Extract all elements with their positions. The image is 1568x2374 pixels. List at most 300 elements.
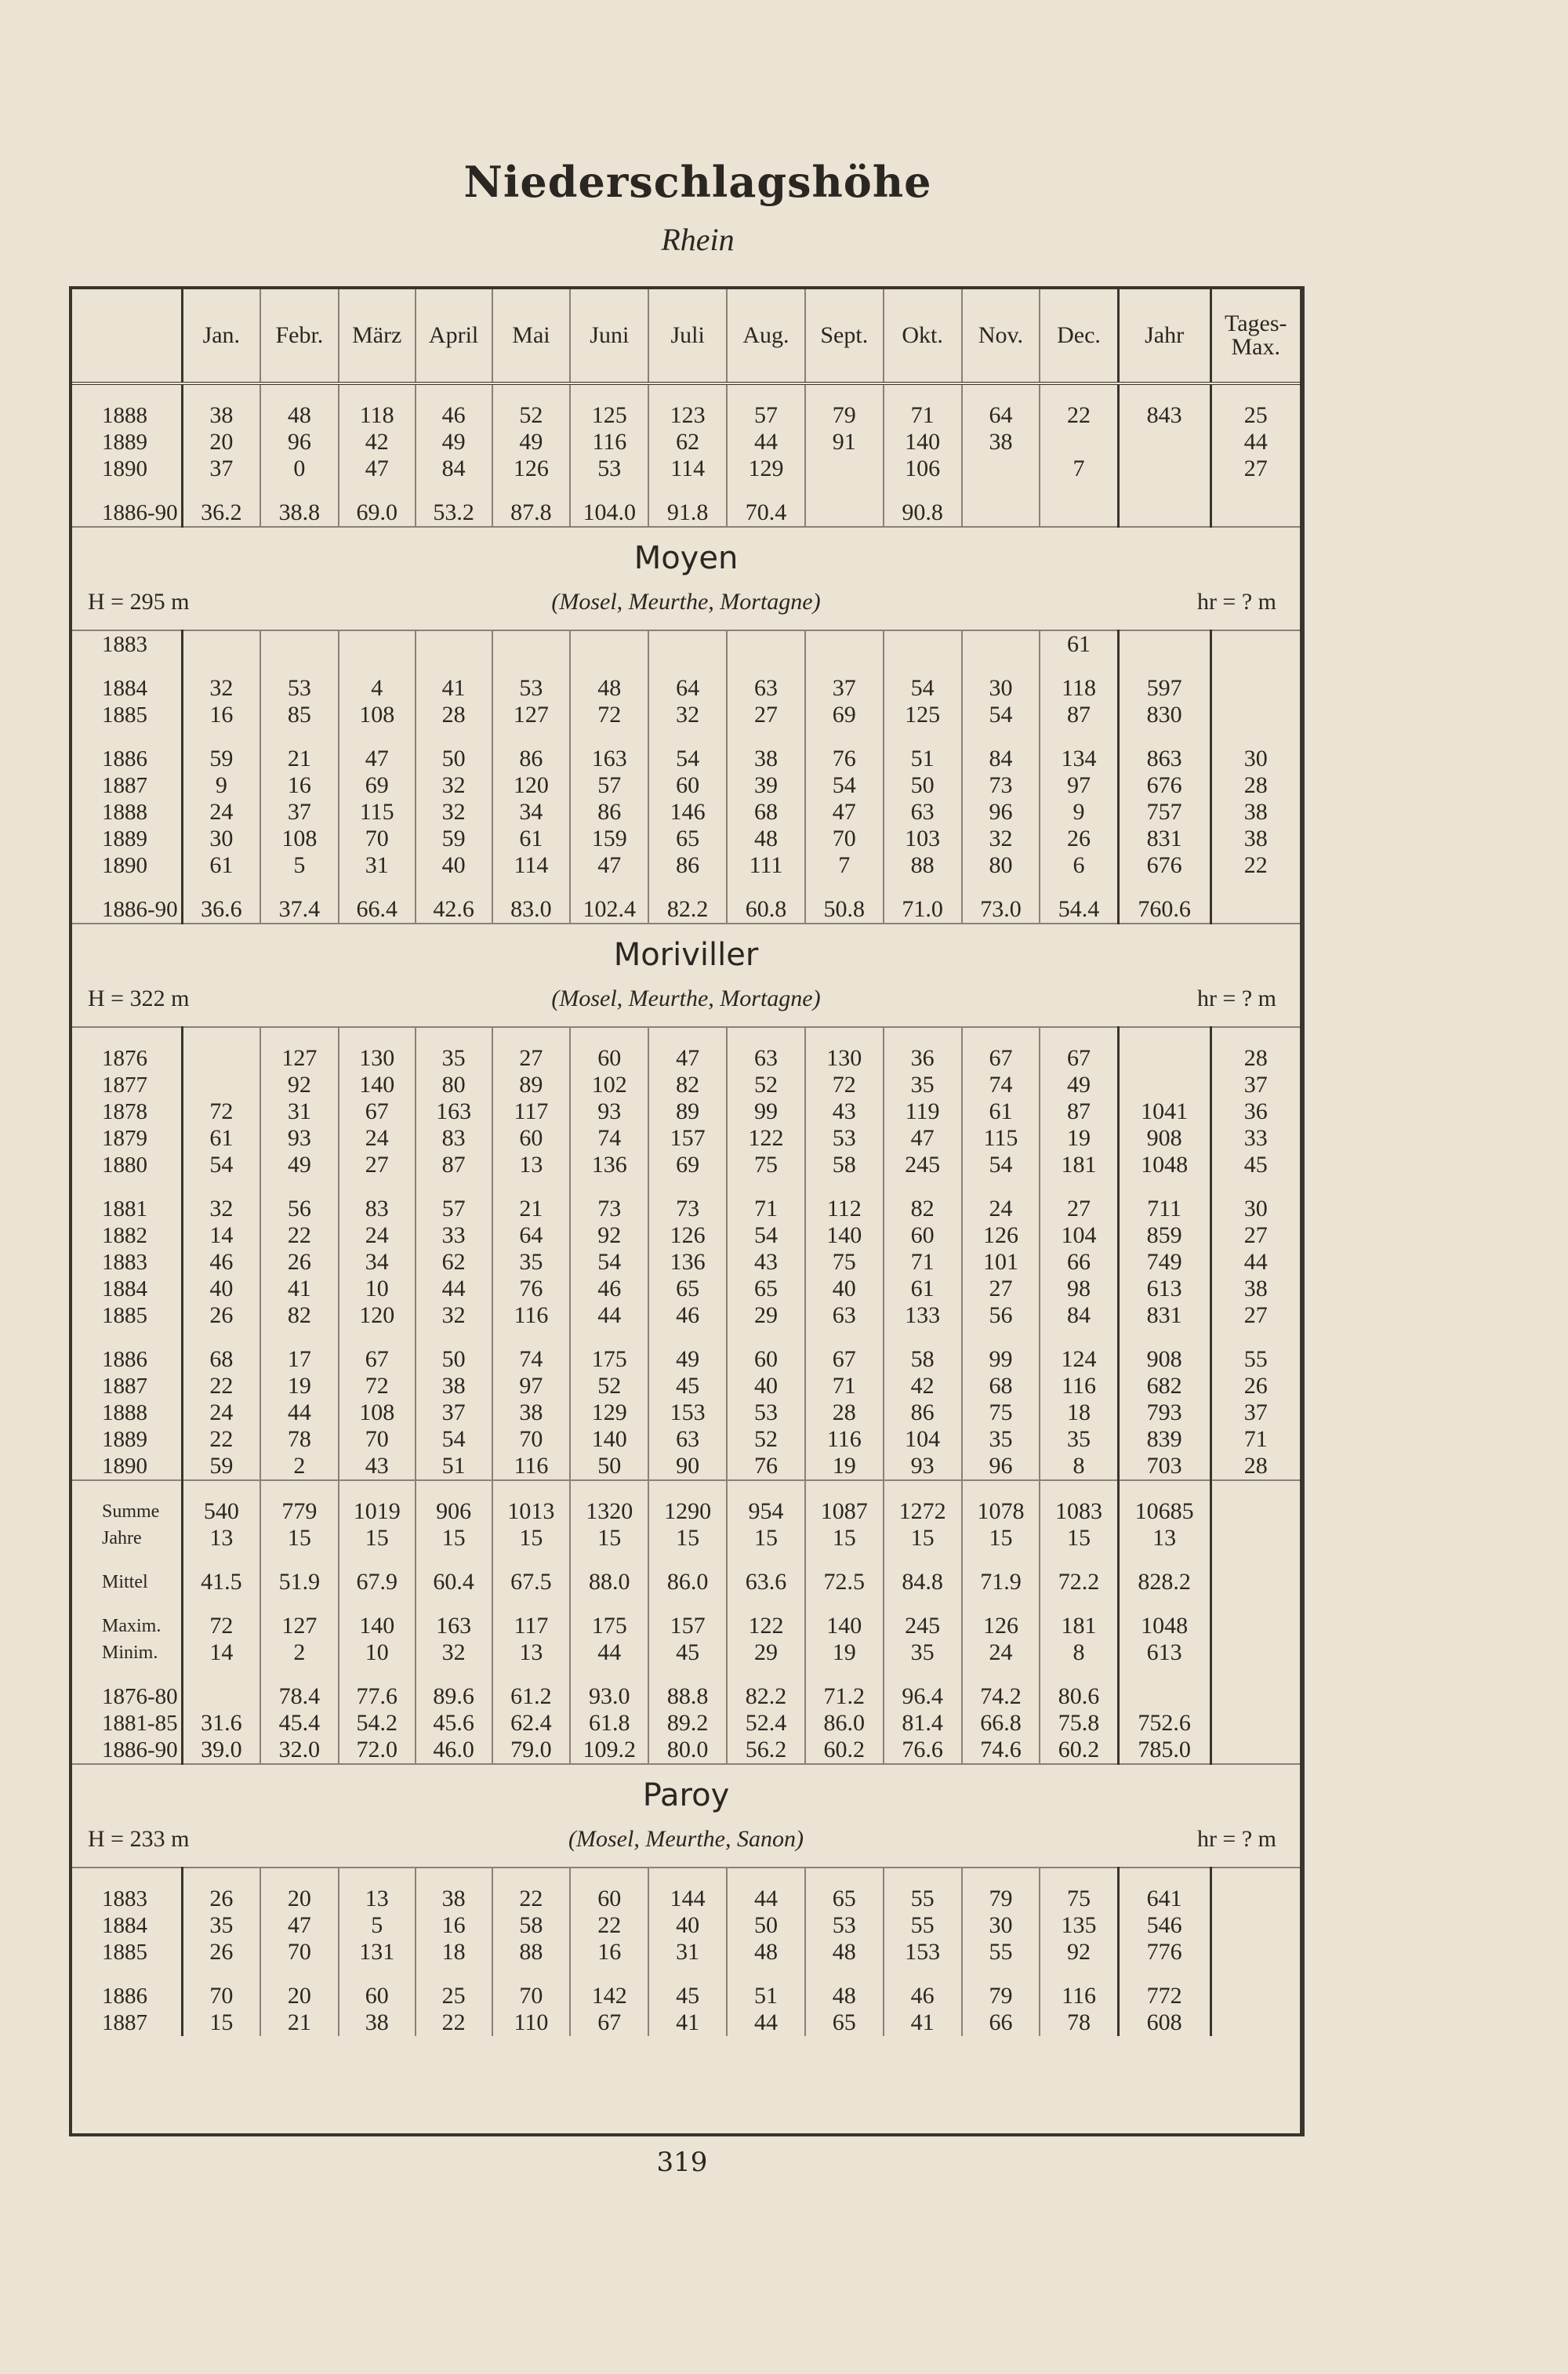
- table-cell: 19: [805, 1639, 884, 1666]
- table-cell: 597: [1118, 675, 1210, 702]
- table-cell: 83.0: [492, 896, 571, 924]
- table-cell: 45: [1210, 1152, 1300, 1178]
- table-cell: 36: [884, 1045, 962, 1072]
- table-cell: 60: [570, 1886, 648, 1912]
- table-cell: 48: [260, 402, 339, 429]
- table-cell: 87: [1040, 702, 1118, 728]
- station-rivers: (Mosel, Meurthe, Mortagne): [551, 986, 821, 1011]
- table-cell: 22: [182, 1426, 260, 1453]
- table-cell: [1118, 499, 1210, 527]
- table-cell: 42.6: [416, 896, 492, 924]
- table-cell: 44: [570, 1639, 648, 1666]
- table-cell: 37: [182, 456, 260, 482]
- table-cell: 122: [727, 1125, 805, 1152]
- table-row: [72, 1426, 1300, 1453]
- table-cell: 38: [339, 2009, 416, 2036]
- table-cell: 67: [339, 1098, 416, 1125]
- table-cell: 51: [727, 1983, 805, 2009]
- row-label: 1876: [102, 1046, 147, 1071]
- table-cell: 83: [416, 1125, 492, 1152]
- table-cell: 47: [648, 1045, 727, 1072]
- table-cell: 153: [884, 1939, 962, 1966]
- table-cell: 74: [492, 1346, 571, 1373]
- table-row: [72, 826, 1300, 852]
- table-cell: 33: [1210, 1125, 1300, 1152]
- table-row: [72, 1152, 1300, 1178]
- table-cell: 75: [727, 1152, 805, 1178]
- table-cell: 66: [962, 2009, 1040, 2036]
- table-cell: 27: [492, 1045, 571, 1072]
- table-cell: [1118, 630, 1210, 658]
- table-cell: 75.8: [1040, 1710, 1118, 1737]
- table-cell: 93: [260, 1125, 339, 1152]
- table-cell: 99: [962, 1346, 1040, 1373]
- table-row: [72, 1346, 1300, 1373]
- table-cell: 906: [416, 1498, 492, 1525]
- table-cell: 110: [492, 2009, 571, 2036]
- table-cell: 134: [1040, 746, 1118, 772]
- table-cell: 35: [492, 1249, 571, 1276]
- table-cell: 14: [182, 1639, 260, 1666]
- table-cell: 70: [805, 826, 884, 852]
- row-label: 1883: [102, 1250, 147, 1275]
- table-cell: 86: [648, 852, 727, 879]
- table-cell: 72: [182, 1098, 260, 1125]
- table-cell: 45.6: [416, 1710, 492, 1737]
- table-cell: 703: [1118, 1453, 1210, 1480]
- table-cell: 71.2: [805, 1683, 884, 1710]
- table-cell: 89.6: [416, 1683, 492, 1710]
- row-label: 1886: [102, 1347, 147, 1372]
- table-cell: 135: [1040, 1912, 1118, 1939]
- table-cell: 43: [339, 1453, 416, 1480]
- table-cell: 828.2: [1118, 1569, 1210, 1595]
- table-cell: 163: [416, 1613, 492, 1639]
- table-cell: 181: [1040, 1613, 1118, 1639]
- table-cell: [1210, 1939, 1300, 1966]
- header-mar: März: [339, 289, 416, 383]
- table-cell: 13: [182, 1525, 260, 1552]
- table-cell: [962, 499, 1040, 527]
- table-cell: 52.4: [727, 1710, 805, 1737]
- table-cell: 47: [260, 1912, 339, 1939]
- table-cell: 54.2: [339, 1710, 416, 1737]
- row-label: 1886-90: [102, 500, 178, 525]
- table-cell: 73: [570, 1196, 648, 1222]
- table-cell: 144: [648, 1886, 727, 1912]
- table-cell: 56.2: [727, 1737, 805, 1764]
- table-cell: 67: [962, 1045, 1040, 1072]
- table-cell: 60: [648, 772, 727, 799]
- table-cell: 54: [648, 746, 727, 772]
- table-cell: 16: [570, 1939, 648, 1966]
- header-year: Jahr: [1118, 289, 1210, 383]
- table-cell: 831: [1118, 826, 1210, 852]
- table-cell: [1210, 702, 1300, 728]
- table-cell: 44: [1210, 1249, 1300, 1276]
- table-cell: 61.8: [570, 1710, 648, 1737]
- table-cell: 54: [884, 675, 962, 702]
- table-cell: 74.2: [962, 1683, 1040, 1710]
- table-cell: 63: [727, 1045, 805, 1072]
- table-cell: 70: [260, 1939, 339, 1966]
- table-cell: 7: [805, 852, 884, 879]
- table-cell: 16: [260, 772, 339, 799]
- table-cell: [1210, 1569, 1300, 1595]
- row-label: 1886-90: [102, 1737, 178, 1762]
- table-cell: 47: [570, 852, 648, 879]
- table-cell: [1210, 1737, 1300, 1764]
- row-label: 1877: [102, 1073, 147, 1098]
- table-cell: 70: [182, 1983, 260, 2009]
- table-row: [72, 630, 1300, 658]
- table-cell: 41: [648, 2009, 727, 2036]
- station-rivers: (Mosel, Meurthe, Sanon): [568, 1826, 804, 1852]
- table-cell: 111: [727, 852, 805, 879]
- table-cell: 87: [416, 1152, 492, 1178]
- station-header: [72, 527, 1300, 630]
- table-cell: 58: [805, 1152, 884, 1178]
- header-aug: Aug.: [727, 289, 805, 383]
- table-cell: 140: [884, 429, 962, 456]
- table-cell: 32: [182, 1196, 260, 1222]
- table-cell: 46: [416, 402, 492, 429]
- table-cell: 114: [492, 852, 571, 879]
- table-cell: 71: [1210, 1426, 1300, 1453]
- table-cell: 1087: [805, 1498, 884, 1525]
- table-cell: 76.6: [884, 1737, 962, 1764]
- table-cell: 35: [884, 1639, 962, 1666]
- table-cell: 35: [962, 1426, 1040, 1453]
- table-cell: 53: [492, 675, 571, 702]
- table-cell: 61: [182, 1125, 260, 1152]
- table-cell: 86.0: [805, 1710, 884, 1737]
- table-cell: 38: [416, 1373, 492, 1399]
- table-cell: 10: [339, 1639, 416, 1666]
- table-cell: 86: [884, 1399, 962, 1426]
- table-cell: 68: [182, 1346, 260, 1373]
- page-number: 319: [656, 2147, 708, 2178]
- table-cell: 245: [884, 1152, 962, 1178]
- row-label: 1878: [102, 1099, 147, 1124]
- table-cell: 69.0: [339, 499, 416, 527]
- table-cell: 102: [570, 1072, 648, 1098]
- row-label: 1889: [102, 1427, 147, 1452]
- table-cell: 17: [260, 1346, 339, 1373]
- row-label: 1887: [102, 773, 147, 798]
- table-cell: 15: [962, 1525, 1040, 1552]
- table-cell: 97: [492, 1373, 571, 1399]
- table-cell: 88: [884, 852, 962, 879]
- station-altitude: H = 233 m: [88, 1826, 190, 1852]
- row-gap: [72, 1027, 1300, 1045]
- table-cell: 96: [260, 429, 339, 456]
- table-row: [72, 896, 1300, 924]
- page-subtitle: Rhein: [661, 222, 735, 257]
- table-cell: 66: [1040, 1249, 1118, 1276]
- table-cell: 2: [260, 1453, 339, 1480]
- table-cell: 68: [727, 799, 805, 826]
- row-label: 1886: [102, 1984, 147, 2009]
- header-jul: Juli: [648, 289, 727, 383]
- table-cell: [182, 1045, 260, 1072]
- table-cell: 93.0: [570, 1683, 648, 1710]
- table-cell: 108: [339, 702, 416, 728]
- table-cell: 44: [416, 1276, 492, 1302]
- table-row: [72, 1683, 1300, 1710]
- table-cell: 2: [260, 1639, 339, 1666]
- table-cell: 46.0: [416, 1737, 492, 1764]
- table-cell: 117: [492, 1098, 571, 1125]
- table-cell: 116: [1040, 1983, 1118, 2009]
- table-cell: 55: [1210, 1346, 1300, 1373]
- table-cell: 30: [1210, 1196, 1300, 1222]
- table-cell: 122: [727, 1613, 805, 1639]
- table-row: [72, 1498, 1300, 1525]
- table-row: [72, 1710, 1300, 1737]
- row-label: 1888: [102, 800, 147, 825]
- table-cell: 37: [1210, 1399, 1300, 1426]
- table-cell: 71.0: [884, 896, 962, 924]
- table-cell: 65: [648, 1276, 727, 1302]
- table-cell: 34: [492, 799, 571, 826]
- table-cell: 84: [1040, 1302, 1118, 1329]
- table-cell: 757: [1118, 799, 1210, 826]
- station-gauge-height: hr = ? m: [1196, 1826, 1276, 1852]
- table-cell: 127: [260, 1045, 339, 1072]
- row-label: 1886-90: [102, 897, 178, 922]
- table-cell: 42: [339, 429, 416, 456]
- table-cell: 63: [648, 1426, 727, 1453]
- table-cell: 82.2: [648, 896, 727, 924]
- table-cell: [1210, 2009, 1300, 2036]
- table-cell: 32: [416, 772, 492, 799]
- table-cell: 79: [962, 1983, 1040, 2009]
- table-cell: 20: [260, 1983, 339, 2009]
- table-cell: 73: [962, 772, 1040, 799]
- table-cell: [182, 630, 260, 658]
- row-label: 1881: [102, 1196, 147, 1221]
- table-cell: 51: [416, 1453, 492, 1480]
- row-label: 1887: [102, 1374, 147, 1399]
- table-cell: 82: [884, 1196, 962, 1222]
- table-cell: 61: [1040, 630, 1118, 658]
- table-cell: 125: [884, 702, 962, 728]
- table-cell: 830: [1118, 702, 1210, 728]
- table-cell: 70: [339, 826, 416, 852]
- table-cell: 48: [805, 1983, 884, 2009]
- table-cell: [492, 630, 571, 658]
- table-cell: 60.2: [805, 1737, 884, 1764]
- table-row: [72, 1912, 1300, 1939]
- table-cell: 67.5: [492, 1569, 571, 1595]
- table-cell: 73: [648, 1196, 727, 1222]
- table-row: [72, 1072, 1300, 1098]
- table-cell: 1290: [648, 1498, 727, 1525]
- table-cell: [805, 456, 884, 482]
- table-cell: 142: [570, 1983, 648, 2009]
- table-cell: 53: [727, 1399, 805, 1426]
- table-cell: 46: [884, 1983, 962, 2009]
- table-cell: 126: [492, 456, 571, 482]
- table-cell: 81.4: [884, 1710, 962, 1737]
- table-cell: 74: [962, 1072, 1040, 1098]
- table-cell: 27: [339, 1152, 416, 1178]
- table-cell: 157: [648, 1125, 727, 1152]
- table-cell: 63: [805, 1302, 884, 1329]
- table-cell: 42: [884, 1373, 962, 1399]
- table-cell: 22: [1210, 852, 1300, 879]
- table-cell: 0: [260, 456, 339, 482]
- table-cell: 80: [416, 1072, 492, 1098]
- table-cell: 38: [1210, 1276, 1300, 1302]
- row-label: 1888: [102, 1400, 147, 1425]
- table-cell: 72: [570, 702, 648, 728]
- table-cell: 47: [805, 799, 884, 826]
- table-cell: 72.5: [805, 1569, 884, 1595]
- table-cell: 72.2: [1040, 1569, 1118, 1595]
- table-cell: 72.0: [339, 1737, 416, 1764]
- table-cell: 32: [416, 1302, 492, 1329]
- table-cell: 80.0: [648, 1737, 727, 1764]
- table-cell: [1210, 499, 1300, 527]
- table-cell: 9: [182, 772, 260, 799]
- table-cell: 38.8: [260, 499, 339, 527]
- table-cell: 793: [1118, 1399, 1210, 1426]
- table-cell: 59: [416, 826, 492, 852]
- table-cell: 27: [1210, 1302, 1300, 1329]
- table-cell: 37: [260, 799, 339, 826]
- row-label: Jahre: [102, 1528, 142, 1548]
- table-cell: 74: [570, 1125, 648, 1152]
- table-cell: 43: [727, 1249, 805, 1276]
- table-cell: 50: [416, 746, 492, 772]
- table-cell: 84.8: [884, 1569, 962, 1595]
- table-cell: 53: [570, 456, 648, 482]
- table-cell: 39: [727, 772, 805, 799]
- table-cell: 49: [492, 429, 571, 456]
- table-cell: 163: [570, 746, 648, 772]
- table-cell: 84: [962, 746, 1040, 772]
- table-cell: 129: [727, 456, 805, 482]
- table-cell: 76: [727, 1453, 805, 1480]
- table-cell: 84: [416, 456, 492, 482]
- table-cell: 15: [260, 1525, 339, 1552]
- table-cell: [1040, 429, 1118, 456]
- table-cell: 123: [648, 402, 727, 429]
- header-feb: Febr.: [260, 289, 339, 383]
- row-label: 1888: [102, 403, 147, 428]
- table-cell: 93: [884, 1453, 962, 1480]
- table-cell: 97: [1040, 772, 1118, 799]
- table-cell: 50: [884, 772, 962, 799]
- header-apr: April: [416, 289, 492, 383]
- table-cell: 22: [492, 1886, 571, 1912]
- table-cell: [1118, 1683, 1210, 1710]
- table-cell: 82: [260, 1302, 339, 1329]
- table-cell: 41: [416, 675, 492, 702]
- header-jun: Juni: [570, 289, 648, 383]
- row-label: 1885: [102, 1940, 147, 1965]
- table-cell: 69: [805, 702, 884, 728]
- table-cell: 29: [727, 1639, 805, 1666]
- table-cell: 52: [492, 402, 571, 429]
- table-cell: 104: [1040, 1222, 1118, 1249]
- table-cell: 6: [1040, 852, 1118, 879]
- table-cell: 14: [182, 1222, 260, 1249]
- table-cell: 27: [727, 702, 805, 728]
- table-cell: 65: [648, 826, 727, 852]
- table-cell: 18: [1040, 1399, 1118, 1426]
- row-label: 1884: [102, 1913, 147, 1938]
- table-cell: 124: [1040, 1346, 1118, 1373]
- table-cell: 47: [339, 456, 416, 482]
- table-cell: 47: [339, 746, 416, 772]
- table-cell: 153: [648, 1399, 727, 1426]
- table-cell: 89.2: [648, 1710, 727, 1737]
- precipitation-table: [72, 289, 1300, 2036]
- table-cell: 613: [1118, 1639, 1210, 1666]
- table-cell: 60: [727, 1346, 805, 1373]
- table-cell: 38: [492, 1399, 571, 1426]
- row-label: 1876-80: [102, 1684, 178, 1709]
- table-cell: 45: [648, 1983, 727, 2009]
- header-blank: [72, 289, 182, 383]
- station-altitude: H = 322 m: [88, 986, 190, 1011]
- table-cell: 46: [648, 1302, 727, 1329]
- row-label: 1886: [102, 746, 147, 771]
- table-cell: 46: [570, 1276, 648, 1302]
- table-cell: 54: [962, 1152, 1040, 1178]
- table-cell: 749: [1118, 1249, 1210, 1276]
- table-cell: 57: [570, 772, 648, 799]
- row-gap: [72, 1480, 1300, 1498]
- row-label: 1885: [102, 1303, 147, 1328]
- table-cell: 1019: [339, 1498, 416, 1525]
- table-cell: 55: [884, 1912, 962, 1939]
- station-header: [72, 1764, 1300, 1868]
- table-cell: 75: [1040, 1886, 1118, 1912]
- table-cell: 954: [727, 1498, 805, 1525]
- table-cell: 30: [182, 826, 260, 852]
- table-cell: 37: [416, 1399, 492, 1426]
- table-cell: 73.0: [962, 896, 1040, 924]
- row-label: 1879: [102, 1126, 147, 1151]
- table-cell: 71: [884, 402, 962, 429]
- table-cell: [339, 630, 416, 658]
- table-cell: 33: [416, 1222, 492, 1249]
- table-row: [72, 746, 1300, 772]
- row-label: Minim.: [102, 1643, 158, 1663]
- table-cell: 5: [260, 852, 339, 879]
- row-gap: [72, 728, 1300, 746]
- row-label: 1889: [102, 430, 147, 455]
- table-row: [72, 2009, 1300, 2036]
- table-cell: 1013: [492, 1498, 571, 1525]
- table-row: [72, 1525, 1300, 1552]
- table-cell: 117: [492, 1613, 571, 1639]
- table-cell: 66.8: [962, 1710, 1040, 1737]
- table-cell: 85: [260, 702, 339, 728]
- table-cell: 133: [884, 1302, 962, 1329]
- table-cell: 53.2: [416, 499, 492, 527]
- table-cell: 32: [962, 826, 1040, 852]
- table-row: [72, 852, 1300, 879]
- table-cell: [1210, 675, 1300, 702]
- table-cell: 104.0: [570, 499, 648, 527]
- station-header: [72, 924, 1300, 1027]
- table-cell: 89: [648, 1098, 727, 1125]
